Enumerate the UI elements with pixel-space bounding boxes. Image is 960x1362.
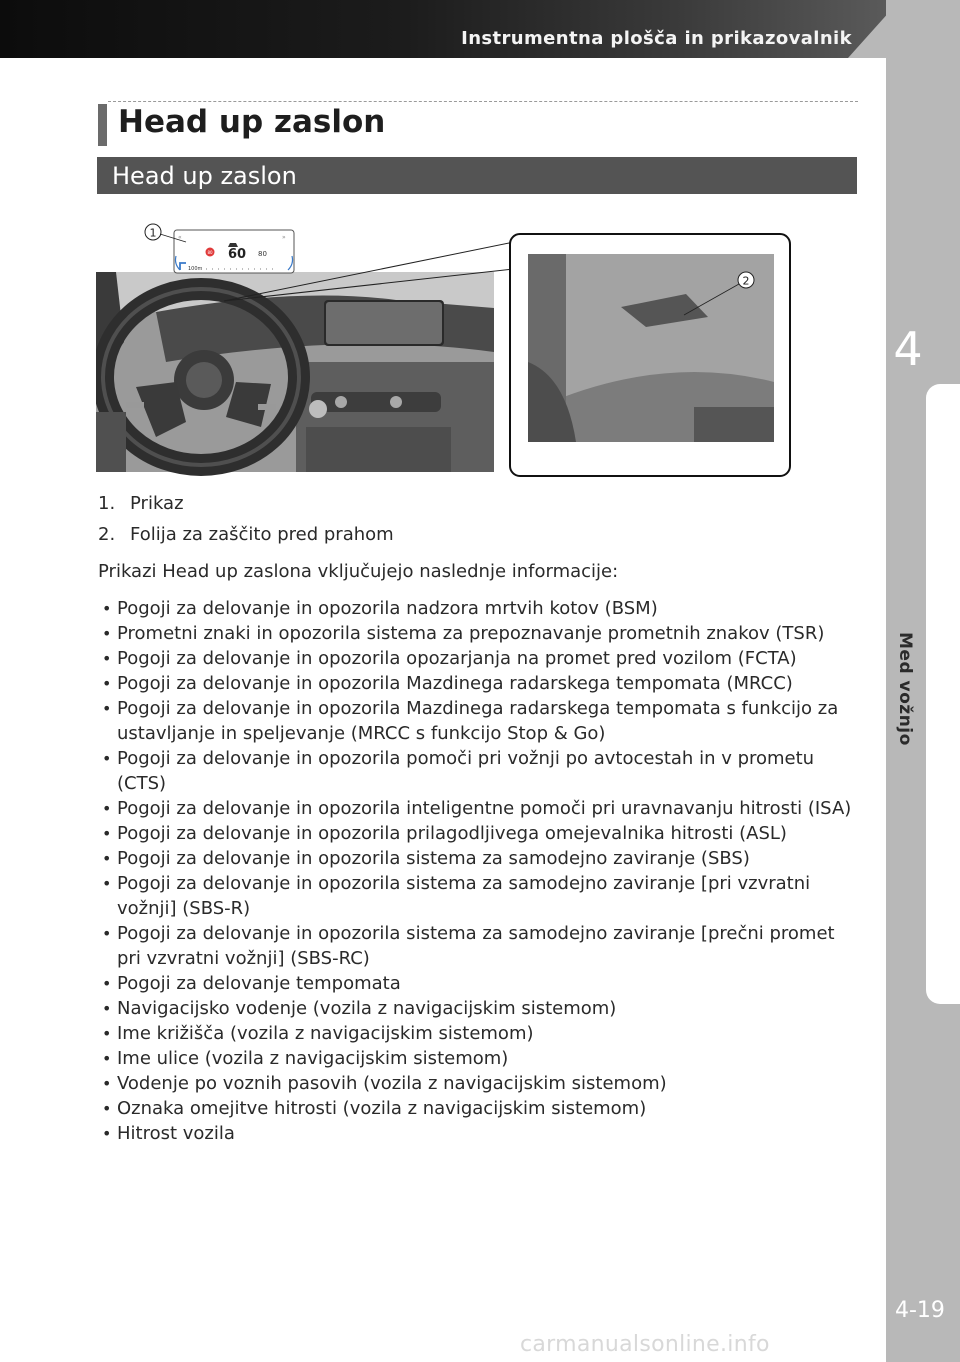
- list-item: • Prometni znaki in opozorila sistema za prepoznavanje prometnih znakov (TSR): [98, 621, 858, 646]
- list-item: • Ime križišča (vozila z navigacijskim sistemom): [98, 1021, 858, 1046]
- list-item: • Pogoji za delovanje in opozorila prilagodljivega omejevalnika hitrosti (ASL): [98, 821, 858, 846]
- list-item: • Ime ulice (vozila z navigacijskim sistemom): [98, 1046, 858, 1071]
- list-item: • Pogoji za delovanje in opozorila sistema za samodejno zaviranje (SBS): [98, 846, 858, 871]
- zoom-detail-box: [510, 234, 790, 476]
- svg-text:1: 1: [149, 226, 157, 240]
- section-title: Head up zaslon: [118, 104, 386, 140]
- chapter-tab: [926, 384, 960, 1004]
- list-item: • Pogoji za delovanje in opozorila sistema za samodejno zaviranje [pri vzvratni vožnji] (SBS-R): [98, 871, 858, 921]
- hud-distance-value: 100m: [188, 266, 203, 272]
- svg-text:2: 2: [742, 274, 750, 288]
- hud-display-inset: [174, 230, 294, 273]
- hud-illustration: [96, 212, 796, 480]
- hud-speed-value: 60: [228, 247, 247, 262]
- svg-text:»: »: [282, 234, 286, 241]
- feature-list: [98, 596, 858, 1146]
- section-accent-bar: [98, 104, 107, 146]
- chapter-number: 4: [893, 322, 923, 376]
- list-item: • Pogoji za delovanje in opozorila inteligentne pomoči pri uravnavanju hitrosti (ISA): [98, 796, 858, 821]
- watermark: carmanualsonline.info: [520, 1332, 770, 1357]
- caption-item: 2. Folija za zaščito pred prahom: [98, 524, 394, 545]
- chapter-label: Med vožnjo: [895, 632, 915, 746]
- list-item: • Navigacijsko vodenje (vozila z navigacijskim sistemom): [98, 996, 858, 1021]
- page-number: 4-19: [895, 1298, 945, 1323]
- list-item: • Pogoji za delovanje in opozorila pomoči pri vožnji po avtocestah in v prometu (CTS): [98, 746, 858, 796]
- list-item: • Pogoji za delovanje in opozorila opozarjanja na promet pred vozilom (FCTA): [98, 646, 858, 671]
- subsection-title: Head up zaslon: [112, 162, 297, 190]
- header-title: Instrumentna plošča in prikazovalnik: [461, 28, 852, 49]
- hud-sign-value: 80: [207, 250, 213, 255]
- list-item: • Vodenje po voznih pasovih (vozila z navigacijskim sistemom): [98, 1071, 858, 1096]
- list-item: • Pogoji za delovanje in opozorila Mazdinega radarskega tempomata (MRCC): [98, 671, 858, 696]
- list-item: • Pogoji za delovanje in opozorila sistema za samodejno zaviranje [prečni promet pri vzvratni vožnji] (SBS-RC): [98, 921, 858, 971]
- list-item: • Pogoji za delovanje tempomata: [98, 971, 858, 996]
- list-item: • Pogoji za delovanje in opozorila Mazdinega radarskega tempomata s funkcijo za ustavljanje in speljevanje (MRCC s funkcijo Stop & Go): [98, 696, 858, 746]
- caption-item: 1. Prikaz: [98, 493, 184, 514]
- svg-text:«: «: [178, 234, 182, 241]
- hud-limit-value: 80: [258, 250, 267, 258]
- caption-list: [98, 490, 394, 552]
- dashboard-photo: [96, 272, 494, 472]
- intro-text: Prikazi Head up zaslona vključujejo naslednje informacije:: [98, 561, 619, 582]
- list-item: • Pogoji za delovanje in opozorila nadzora mrtvih kotov (BSM): [98, 596, 858, 621]
- list-item: • Hitrost vozila: [98, 1121, 858, 1146]
- section-divider: [108, 101, 858, 102]
- list-item: • Oznaka omejitve hitrosti (vozila z navigacijskim sistemom): [98, 1096, 858, 1121]
